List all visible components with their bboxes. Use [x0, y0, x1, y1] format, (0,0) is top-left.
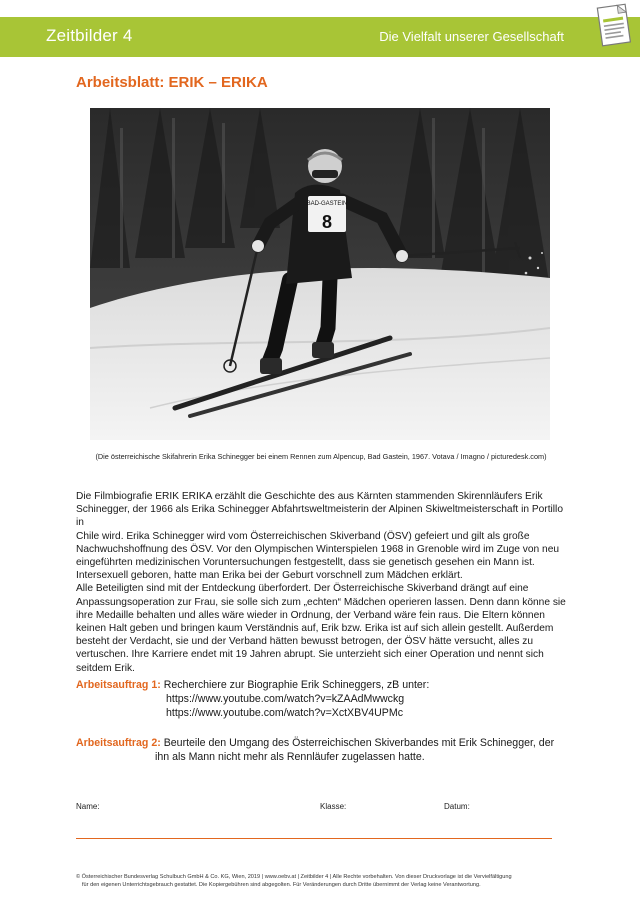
body-line: seitdem Erik. [76, 662, 135, 674]
body-line: ihre Medaille behalten und alles wäre wieder in Ordnung, der Verband wäre fein raus. Die Eltern können [76, 609, 545, 621]
body-line: Die Filmbiografie ERIK ERIKA erzählt die Geschichte des aus Kärnten stammenden Skirennläufers Erik [76, 491, 543, 502]
book-title: Zeitbilder 4 [46, 26, 133, 45]
body-line: eingeführten medizinischen Voruntersuchungen festgestellt, dass sie genetisch gesehen ein Mann ist. [76, 557, 535, 569]
body-line: Schinegger, der 1966 als Erika Schinegger Abfahrtsweltmeisterin der Alpinen Skiweltmeisterschaft in Portillo in [76, 504, 563, 529]
task-1-link-2[interactable]: https://www.youtube.com/watch?v=XctXBV4UPMc [166, 707, 403, 719]
footer-divider [76, 838, 552, 839]
body-line: vertuschen. Ihre Karriere endet mit 19 Jahren abrupt. Sie unterzieht sich einer Operation und nennt sich [76, 649, 544, 661]
task-1-text: Recherchiere zur Biographie Erik Schineggers, zB unter: [163, 679, 430, 691]
task-2-label: Arbeitsauftrag 2: [76, 737, 161, 749]
body-line: besteht der Verdacht, sie und der Verband hätten bewusst betrogen, der ÖSV hätte versucht, alles zu [76, 636, 534, 648]
body-line: Chile wird. Erika Schinegger wird vom Österreichischen Skiverband (ÖSV) gefeiert und gilt als große [76, 530, 530, 542]
body-line: Intersexuell geboren, hatte man Erika bei der Geburt vorschnell zum Mädchen erklärt. [76, 570, 463, 582]
chapter-title: Die Vielfalt unserer Gesellschaft [379, 29, 564, 44]
body-text [76, 490, 566, 675]
skier-photo [90, 108, 550, 440]
photo-caption: (Die österreichische Skifahrerin Erika Schinegger bei einem Rennen zum Alpencup, Bad Gastein, 1967. Votava / Imagno / picturedesk.com) [95, 452, 547, 461]
body-line: Anpassungsoperation zur Frau, sie solle sich zum „echten“ Mädchen operieren lassen. Denn dann könne sie [76, 596, 566, 608]
copyright-footer [76, 873, 576, 889]
footer-line-2: für den eigenen Unterrichtsgebrauch gestattet. Die Kopiergebühren sind abgegolten. Für Veränderungen durch Dritte übernimmt der Verlag keine Verantwortung. [82, 882, 481, 888]
date-field-label: Datum: [444, 802, 470, 811]
task-1 [76, 678, 429, 720]
task-1-label: Arbeitsauftrag 1: [76, 679, 161, 691]
worksheet-title: Arbeitsblatt: ERIK – ERIKA [76, 74, 268, 91]
page-header [0, 17, 640, 59]
task-1-link-1[interactable]: https://www.youtube.com/watch?v=kZAAdMwwckg [166, 693, 405, 705]
task-2 [76, 736, 554, 764]
task-2-continuation: ihn als Mann nicht mehr als Rennläufer zugelassen hatte. [155, 751, 425, 763]
skier-photo-graphic [90, 108, 550, 440]
bib-sponsor-text: BAD-GASTEIN [306, 201, 348, 207]
footer-line-1: © Österreichischer Bundesverlag Schulbuch GmbH & Co. KG, Wien, 2019 | www.oebv.at | Zeitbilder 4 | Alle Rechte vorbehalten. Von dieser Druckvorlage ist die Vervielfältigung [76, 874, 512, 880]
task-2-text: Beurteile den Umgang des Österreichischen Skiverbandes mit Erik Schinegger, der [163, 737, 555, 749]
class-field-label: Klasse: [320, 802, 347, 811]
body-line: Alle Beteiligten sind mit der Entdeckung überfordert. Der Österreichische Skiverband drängt auf eine [76, 583, 529, 595]
worksheet-document-icon [592, 0, 636, 52]
body-line: keinen Halt geben und bringen kaum Verständnis auf, Erik bzw. Erika ist auf sich allein gestellt. Außerdem [76, 623, 554, 635]
body-line: Nachwuchshoffnung des ÖSV. Vor den Olympischen Winterspielen 1968 in Grenoble wird im Zuge von neu [76, 543, 560, 555]
name-field-label: Name: [76, 802, 100, 811]
bib-number: 8 [321, 212, 333, 232]
